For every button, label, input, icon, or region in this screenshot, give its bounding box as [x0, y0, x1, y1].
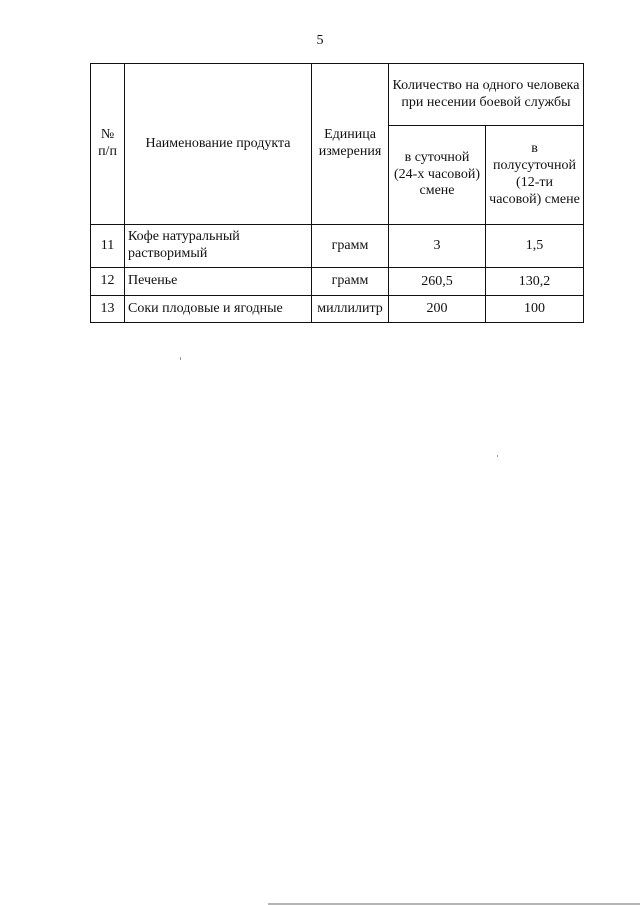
table-row	[91, 296, 584, 323]
products-table	[90, 63, 584, 323]
cell-name: Печенье	[125, 268, 312, 296]
header-unit: Единица измерения	[312, 64, 389, 225]
cell-name: Соки плодовые и ягодные	[125, 296, 312, 323]
cell-num: 12	[91, 268, 125, 296]
cell-num: 11	[91, 225, 125, 268]
header-shift-24: в суточной (24-х часовой) смене	[389, 126, 486, 225]
cell-num: 13	[91, 296, 125, 323]
cell-shift-24: 200	[389, 296, 486, 323]
cell-name: Кофе натуральный растворимый	[125, 225, 312, 268]
header-name: Наименование продукта	[125, 64, 312, 225]
cell-unit: грамм	[312, 268, 389, 296]
cell-unit: грамм	[312, 225, 389, 268]
table-row	[91, 268, 584, 296]
table-row	[91, 225, 584, 268]
cell-shift-12: 130,2	[486, 268, 584, 296]
header-num: № п/п	[91, 64, 125, 225]
table-body	[91, 225, 584, 323]
cell-shift-24: 3	[389, 225, 486, 268]
scan-speck	[497, 455, 498, 457]
header-quantity-group: Количество на одного человека при несении боевой службы	[389, 64, 584, 126]
cell-shift-12: 100	[486, 296, 584, 323]
page-number: 5	[316, 33, 324, 48]
scan-speck	[180, 357, 181, 360]
cell-shift-24: 260,5	[389, 268, 486, 296]
cell-shift-12: 1,5	[486, 225, 584, 268]
table-header	[91, 64, 584, 225]
cell-unit: миллилитр	[312, 296, 389, 323]
header-shift-12: в полусуточной (12-ти часовой) смене	[486, 126, 584, 225]
